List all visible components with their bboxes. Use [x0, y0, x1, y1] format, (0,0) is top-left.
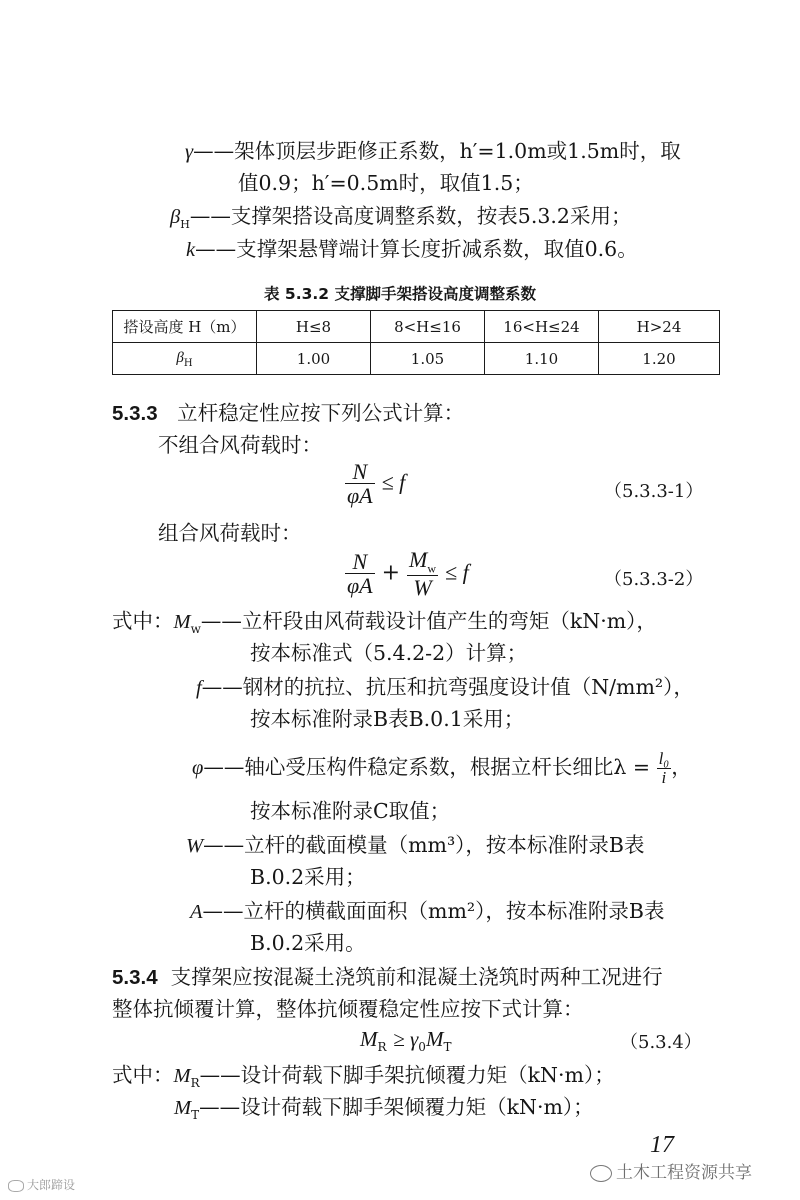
table-cell: 16<H≤24	[485, 311, 599, 343]
def-phi: φ——轴心受压构件稳定系数，根据立杆长细比λ = $\frac{\text{l₀}}{i}$ ，	[192, 749, 692, 787]
table-cell: 1.10	[485, 343, 599, 375]
section-number: 5.3.3	[112, 402, 158, 425]
def-gamma-text: 架体顶层步距修正系数，h′=1.0m或1.5m时，取	[234, 139, 681, 163]
section-5-3-4-line2: 整体抗倾覆计算，整体抗倾覆稳定性应按下式计算：	[112, 997, 584, 1021]
def-f-line2: 按本标准附录B表B.0.1采用；	[250, 707, 525, 731]
equation-number: （5.3.4）	[620, 1032, 702, 1053]
section-number: 5.3.4	[112, 966, 158, 989]
formula-5-3-3-1: $\frac{N}{\varphi A}$ ≤ f	[347, 459, 406, 509]
table-cell: H>24	[599, 311, 720, 343]
table-cell: 1.20	[599, 343, 720, 375]
table-cell: 1.00	[257, 343, 371, 375]
def-phi-line2: 按本标准附录C取值；	[250, 799, 451, 823]
table-header-cell: 搭设高度 H（m）	[113, 311, 257, 343]
height-factor-table	[112, 310, 720, 375]
def-Mw: 式中：$M_w——$立杆段由风荷载设计值产生的弯矩（kN·m），	[112, 609, 657, 637]
equation-number: （5.3.3-2）	[604, 569, 704, 590]
def-gamma-line1: γ——架体顶层步距修正系数，h′=1.0m或1.5m时，取	[185, 139, 681, 163]
def-A-line2: B.0.2采用。	[250, 931, 366, 955]
table-cell: 1.05	[371, 343, 485, 375]
def-betaH: $\beta_H——$支撑架搭设高度调整系数，按表5.3.2采用；	[170, 204, 632, 232]
chat-bubble-icon	[590, 1165, 612, 1182]
def-A: A——立杆的横截面面积（mm²），按本标准附录B表	[190, 899, 665, 923]
table-header-cell: $\beta_H$	[113, 343, 257, 375]
def-W-line2: B.0.2采用；	[250, 865, 366, 889]
page-number: 17	[650, 1132, 674, 1158]
case-with-wind: 组合风荷载时：	[158, 521, 302, 545]
formula-5-3-4: $M_R \ge \gamma_0M_T$	[360, 1027, 452, 1055]
watermark-right: 土木工程资源共享	[590, 1158, 752, 1183]
def-f: f——钢材的抗拉、抗压和抗弯强度设计值（N/mm²），	[196, 675, 694, 699]
watermark-left: 大郎蹄设	[8, 1176, 75, 1193]
formula-5-3-3-2: $\frac{N}{\varphi A}$ + $\frac{M_w}{W}$ ≤ f	[347, 547, 469, 600]
table-cell: H≤8	[257, 311, 371, 343]
def-k: k——支撑架悬臂端计算长度折减系数，取值0.6。	[186, 237, 638, 261]
watermark-logo-icon	[8, 1180, 24, 1192]
def-MT: $M_T——$设计荷载下脚手架倾覆力矩（kN·m）；	[174, 1095, 594, 1123]
table-row	[113, 343, 720, 375]
section-5-3-3-heading: 5.3.3 立杆稳定性应按下列公式计算：	[112, 401, 465, 425]
equation-number: （5.3.3-1）	[604, 481, 704, 502]
def-gamma-line2: 值0.9；h′=0.5m时，取值1.5；	[238, 171, 534, 195]
def-W: W——立杆的截面模量（mm³），按本标准附录B表	[186, 833, 645, 857]
table-cell: 8<H≤16	[371, 311, 485, 343]
def-Mw-line2: 按本标准式（5.4.2-2）计算；	[250, 641, 528, 665]
table-row	[113, 311, 720, 343]
def-MR: 式中：$M_R——$设计荷载下脚手架抗倾覆力矩（kN·m）；	[112, 1063, 615, 1091]
case-no-wind: 不组合风荷载时：	[158, 433, 322, 457]
section-5-3-4-heading: 5.3.4 支撑架应按混凝土浇筑前和混凝土浇筑时两种工况进行	[112, 965, 663, 989]
table-caption: 表 5.3.2 支撑脚手架搭设高度调整系数	[264, 285, 536, 303]
